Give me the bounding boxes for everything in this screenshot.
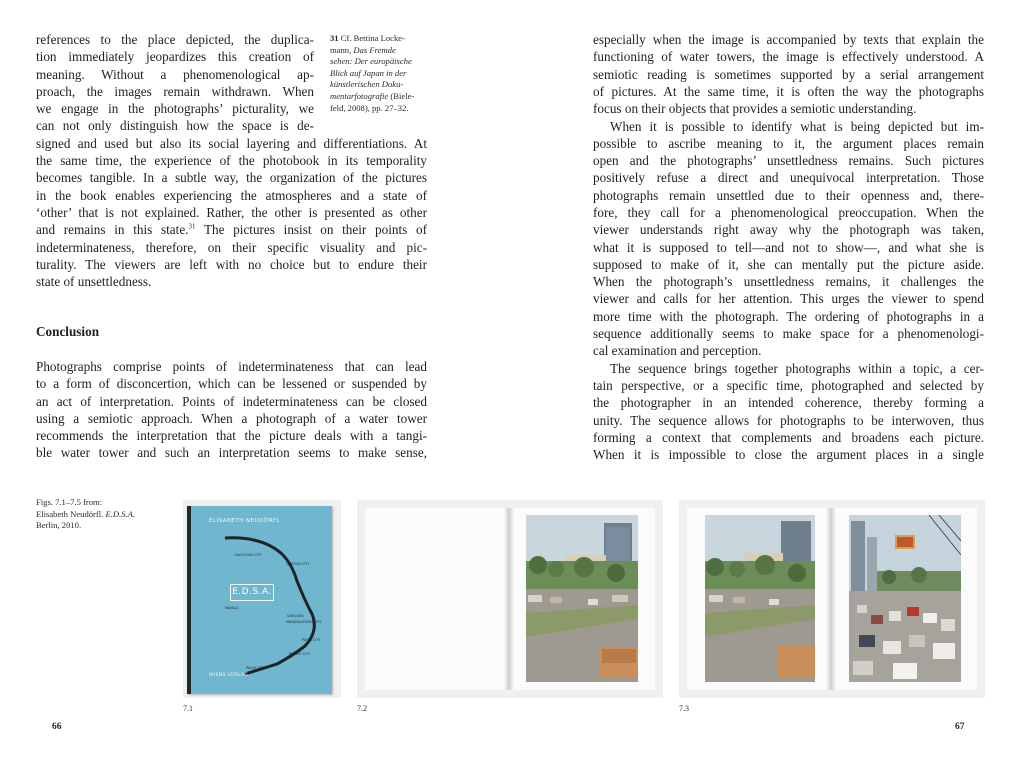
page-number-left: 66	[52, 722, 62, 732]
text-line: When it is possible to identify what is being depicted but im-	[610, 118, 984, 134]
figure-caption	[36, 497, 156, 532]
footnote-title: Blick auf Japan in der	[330, 67, 407, 78]
text-line: especially when the image is accompanied by texts that explain the	[593, 32, 984, 47]
place-label: QUEZON CITY	[286, 562, 310, 566]
text-line: indeterminateness, therefore, on their specific visuality and pic-	[36, 239, 427, 255]
text-line: ble water tower and such an interpretation seems to make sense,	[36, 445, 427, 461]
traffic-photo	[849, 515, 961, 682]
footnote-title: mentarfotografie	[330, 90, 389, 101]
text-line-with-footnote	[36, 221, 427, 238]
text-line: can not only distinguish how the space is de-	[36, 118, 314, 134]
text-line: positively refuse a direct and unequivocal interpretation. Those	[593, 170, 984, 186]
text-line: the same time, the experience of the photobook in its temporality	[36, 153, 427, 169]
blank-page	[365, 508, 509, 690]
text-line: an act of interpretation. Points of indeterminateness can be closed	[36, 393, 427, 409]
street-photo	[526, 515, 638, 682]
text-line: Photographs comprise points of indeterminateness that can lead	[36, 359, 427, 374]
street-photo-left	[705, 515, 815, 682]
text-line: in the book enables experiencing the atmospheres and a state of	[36, 187, 427, 203]
figure-7-1	[183, 500, 341, 698]
text-line: possible to ascribe meaning to it, the argument places remain	[593, 135, 984, 151]
text-line: we engage in the photographs’ picturality, we	[36, 101, 314, 117]
place-label: MANDALUYONG CITY	[286, 620, 322, 624]
footnote-number: 31	[330, 33, 339, 43]
text-line: meaning. Without a phenomenological ap-	[36, 66, 314, 82]
cover-publisher: WIENS VERLAG	[209, 673, 249, 678]
text-line: The sequence brings together photographs within a topic, a cer-	[610, 360, 984, 376]
place-label: MANILA	[225, 606, 239, 610]
figure-label-7-3: 7.3	[679, 704, 689, 713]
text-line: tion immediately jeopardizes this creation of	[36, 49, 314, 65]
place-label: PASIG CITY	[302, 638, 321, 642]
text-fragment: and remains in this state.	[36, 222, 189, 238]
footnote-title: Das Fremde	[353, 44, 396, 55]
page-number-right: 67	[955, 722, 965, 732]
left-paragraph-1-narrow	[36, 31, 314, 135]
caption-line: Berlin, 2010.	[36, 520, 82, 531]
text-line: sequence additionally seems to make space for a phenomenologi-	[593, 326, 984, 342]
caption-line: Elisabeth Neudörfl.	[36, 508, 104, 519]
footnote-line: Cf. Bettina Locke-	[340, 33, 405, 43]
text-line: functioning of water towers, the image is effectively understood. A	[593, 49, 984, 65]
cover-title: E.D.S.A.	[230, 584, 274, 601]
text-line: recommends the interpretation that the picture deals with a tangi-	[36, 428, 427, 444]
place-label: SAN JUAN	[287, 614, 304, 618]
right-paragraph-2	[593, 118, 984, 360]
text-line: viewer understands right away why the photograph was taken,	[593, 222, 984, 238]
footnote-title: sehen: Der europäische	[330, 56, 412, 67]
text-line: open and the photographs’ unsettledness remains. Such pictures	[593, 153, 984, 169]
text-line: using a semiotic approach. When a photograph of a water tower	[36, 410, 427, 426]
figure-7-3	[679, 500, 985, 698]
text-line: to a form of disconcertion, which can be lessened or suspended by	[36, 376, 427, 392]
place-label: CALOOCAN CITY	[234, 553, 262, 557]
cover-author: ELISABETH NEUDÖRFL	[209, 518, 281, 524]
text-line: supposed to make of it, she can mentally put the picture aside.	[593, 256, 984, 272]
text-line: becomes tangible. In a subtle way, the organization of the pictures	[36, 170, 427, 186]
text-fragment: The pictures insist on their points of	[195, 222, 427, 238]
text-line: the photographer in an intended coherence, thereby forming a	[593, 395, 984, 411]
footnote-line: feld, 2008), pp. 27–32.	[330, 102, 409, 113]
text-line: proach, the images remain withdrawn. When	[36, 83, 314, 99]
caption-title: E.D.S.A.	[105, 508, 136, 519]
text-line: unity. The sequence allows for photographs to be interwoven, thus	[593, 412, 984, 428]
text-line: fore, they call for a phenomenological preoccupation. When the	[593, 204, 984, 220]
right-paragraph-1	[593, 31, 984, 117]
text-line: state of unsettledness.	[36, 274, 152, 290]
footnote-ref[interactable]: 31	[188, 222, 196, 231]
caption-line: Figs. 7.1–7.5 from:	[36, 497, 103, 507]
gutter	[826, 508, 836, 690]
text-line: ‘other’ that is not explained. Rather, the other is presented as other	[36, 204, 427, 220]
book-cover	[187, 506, 332, 694]
text-line: turality. The viewers are left with no choice but to endure their	[36, 256, 427, 272]
text-line: what it is supposed to tell—and not to show—, and what she is	[593, 239, 984, 255]
right-paragraph-3	[593, 360, 984, 464]
footnote-line: (Biele-	[388, 90, 415, 101]
figure-label-7-2: 7.2	[357, 704, 367, 713]
text-line: photographs remain unsettled due to their openness and, there-	[593, 187, 984, 203]
left-paragraph-1-wide	[36, 135, 427, 291]
text-line: focus on their objects that provides a semiotic understanding.	[593, 101, 917, 117]
footnote-title: künstlerischen Doku-	[330, 79, 404, 90]
text-line: cal examination and perception.	[593, 343, 762, 359]
gutter	[504, 508, 514, 690]
text-line: signed and used but also its social layering and differentiations. At	[36, 135, 427, 151]
text-line: of pictures. At the same time, it is often the way the photographs	[593, 83, 984, 99]
text-line: more time with the photograph. The ordering of photographs in a	[593, 308, 984, 324]
section-heading: Conclusion	[36, 324, 100, 339]
text-line: references to the place depicted, the duplica-	[36, 32, 314, 47]
place-label: MAKATI CITY	[289, 652, 311, 656]
text-line: viewer and calls for her attention. This urges the viewer to spend	[593, 291, 984, 307]
figure-7-2	[357, 500, 663, 698]
left-paragraph-2	[36, 358, 427, 462]
text-line: tain perspective, or a specific time, photographed and selected by	[593, 377, 984, 393]
text-line: forming a context that complements and broadens each picture.	[593, 429, 984, 445]
place-label: PASAY CITY	[246, 666, 266, 670]
footnote-31	[330, 33, 430, 114]
text-line: When it is impossible to close the argument places in a single	[593, 447, 984, 463]
figure-label-7-1: 7.1	[183, 704, 193, 713]
text-line: When the photograph’s unsettledness remains, it challenges the	[593, 274, 984, 290]
footnote-line: mann,	[330, 44, 354, 55]
text-line: semiotic reading is sometimes supported by a serial arrangement	[593, 66, 984, 82]
